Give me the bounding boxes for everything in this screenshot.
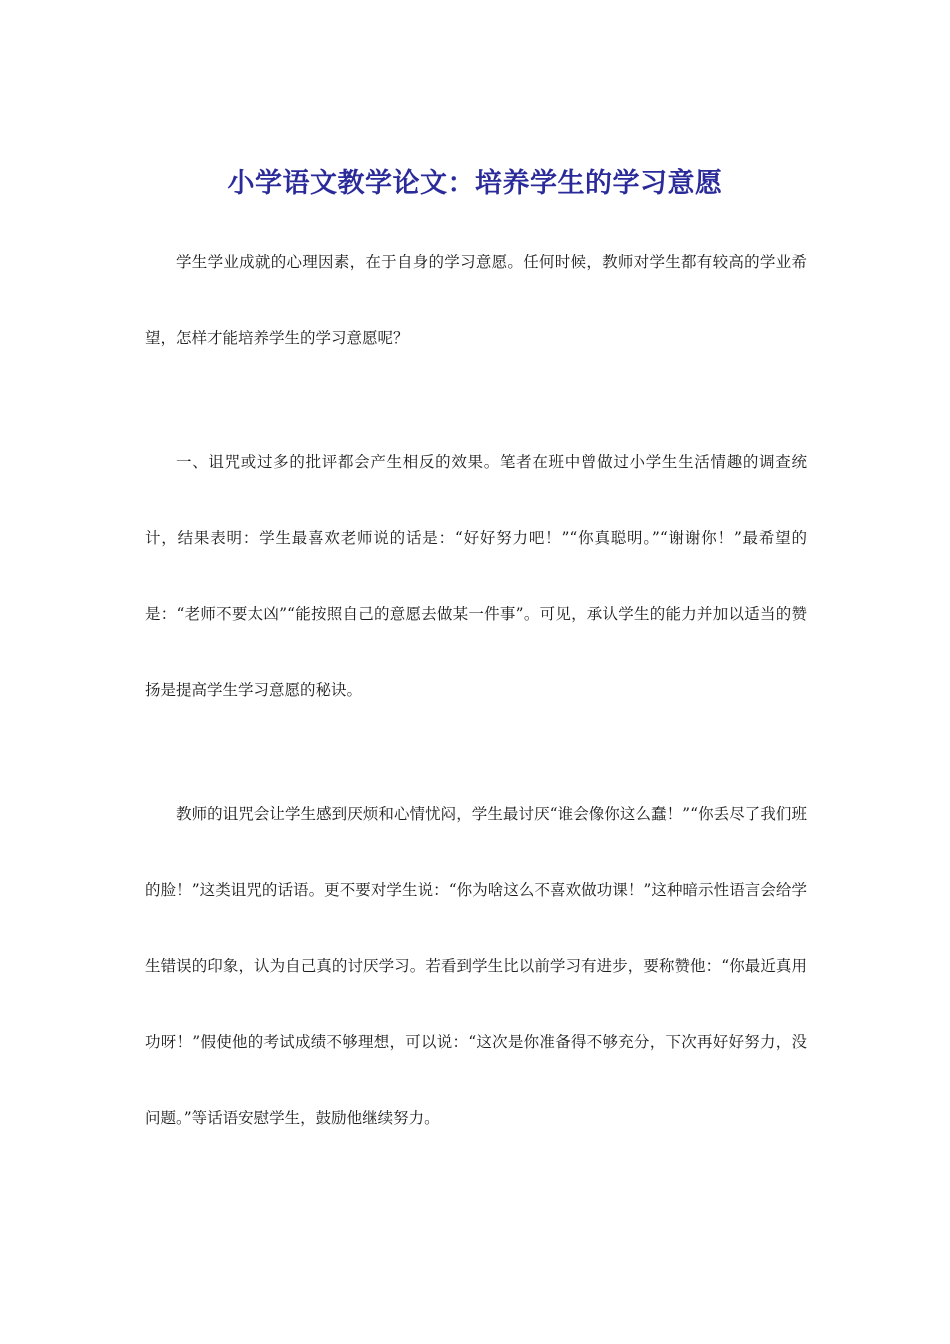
document-title: 小学语文教学论文：培养学生的学习意愿 (227, 168, 723, 200)
paragraph-section-one: 一、诅咒或过多的批评都会产生相反的效果。笔者在班中曾做过小学生生活情趣的调查统计，结果表明：学生最喜欢老师说的话是：“好好努力吧！”“你真聪明。”“谢谢你！”最希望的是：“老师不要太凶”“能按照自己的意愿去做某一件事”。可见，承认学生的能力并加以适当的赞扬是提高学生学习意愿的秘诀。 (145, 453, 807, 699)
paragraph-teacher-curse: 教师的诅咒会让学生感到厌烦和心情忧闷，学生最讨厌“谁会像你这么蠢！”“你丢尽了我们班的脸！”这类诅咒的话语。更不要对学生说：“你为啥这么不喜欢做功课！”这种暗示性语言会给学生错误的印象，认为自己真的讨厌学习。若看到学生比以前学习有进步，要称赞他：“你最近真用功呀！”假使他的考试成绩不够理想，可以说：“这次是你准备得不够充分，下次再好好努力，没问题。”等话语安慰学生，鼓励他继续努力。 (145, 805, 807, 1127)
document-body (145, 224, 807, 1204)
paragraph-intro: 学生学业成就的心理因素，在于自身的学习意愿。任何时候，教师对学生都有较高的学业希望，怎样才能培养学生的学习意愿呢？ (145, 253, 807, 347)
